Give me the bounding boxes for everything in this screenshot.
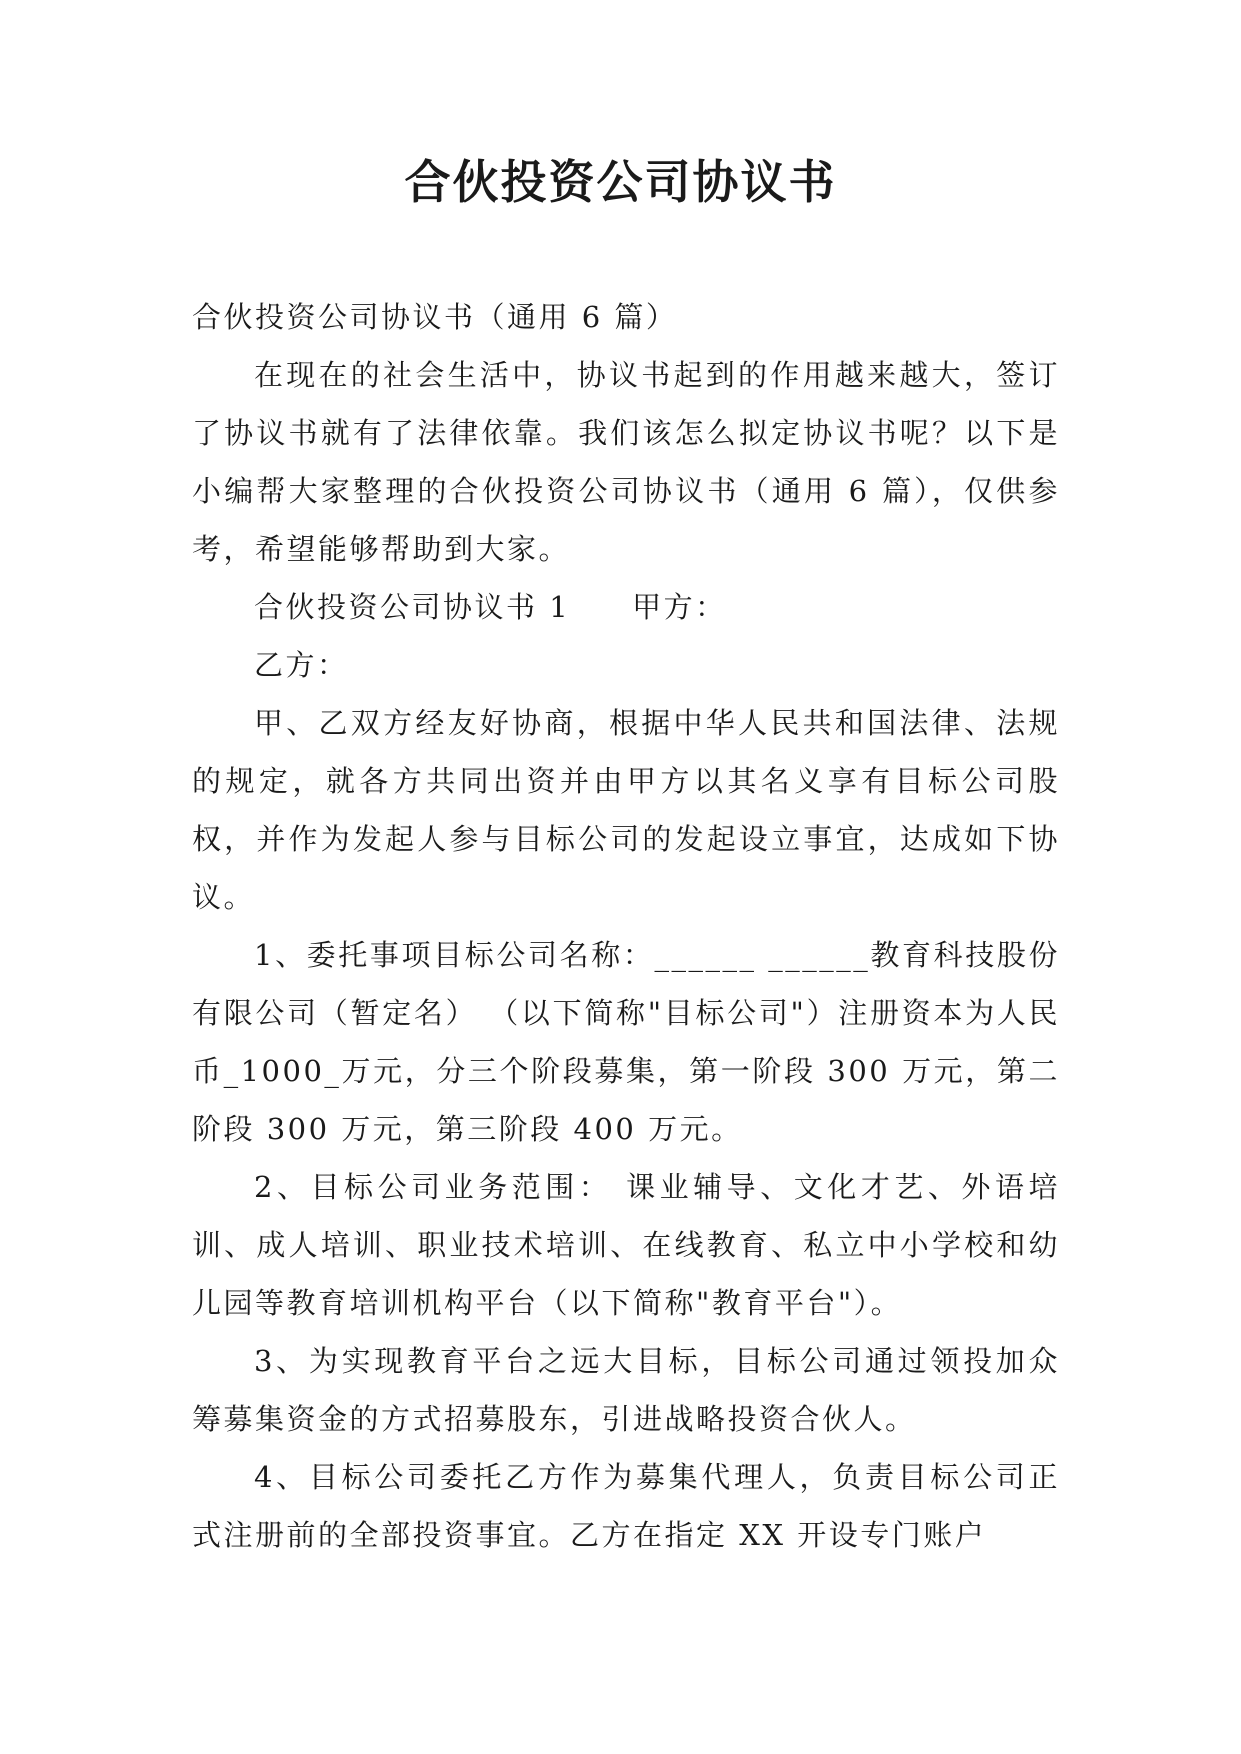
clause-2: 2、目标公司业务范围： 课业辅导、文化才艺、外语培训、成人培训、职业技术培训、在线教育、私立中小学校和幼儿园等教育培训机构平台（以下简称"教育平台"）。: [192, 1170, 1060, 1320]
party-b-label: 乙方：: [254, 648, 349, 682]
preamble-paragraph: 甲、乙双方经友好协商，根据中华人民共和国法律、法规的规定，就各方共同出资并由甲方以其名义享有目标公司股权，并作为发起人参与目标公司的发起设立事宜，达成如下协议。: [192, 706, 1060, 914]
clause-3: 3、为实现教育平台之远大目标，目标公司通过领投加众筹募集资金的方式招募股东，引进战略投资合伙人。: [192, 1344, 1060, 1436]
section1-title: 合伙投资公司协议书 1: [254, 590, 571, 624]
party-a-label: 甲方：: [632, 590, 727, 624]
document-title: 合伙投资公司协议书: [404, 155, 837, 209]
document-subtitle: 合伙投资公司协议书（通用 6 篇）: [192, 300, 678, 334]
document-body: [192, 288, 1060, 1564]
clause-1: 1、委托事项目标公司名称：______ ______教育科技股份有限公司（暂定名） （以下简称"目标公司"）注册资本为人民币_1000_万元，分三个阶段募集，第一阶段 300 万元，第二阶段 300 万元，第三阶段 400 万元。: [192, 938, 1060, 1146]
clause-4: 4、目标公司委托乙方作为募集代理人，负责目标公司正式注册前的全部投资事宜。乙方在指定 XX 开设专门账户: [192, 1460, 1060, 1552]
intro-paragraph: 在现在的社会生活中，协议书起到的作用越来越大，签订了协议书就有了法律依靠。我们该怎么拟定协议书呢？以下是小编帮大家整理的合伙投资公司协议书（通用 6 篇），仅供参考，希望能够帮助到大家。: [192, 358, 1060, 566]
section-heading-line: [192, 578, 1060, 636]
